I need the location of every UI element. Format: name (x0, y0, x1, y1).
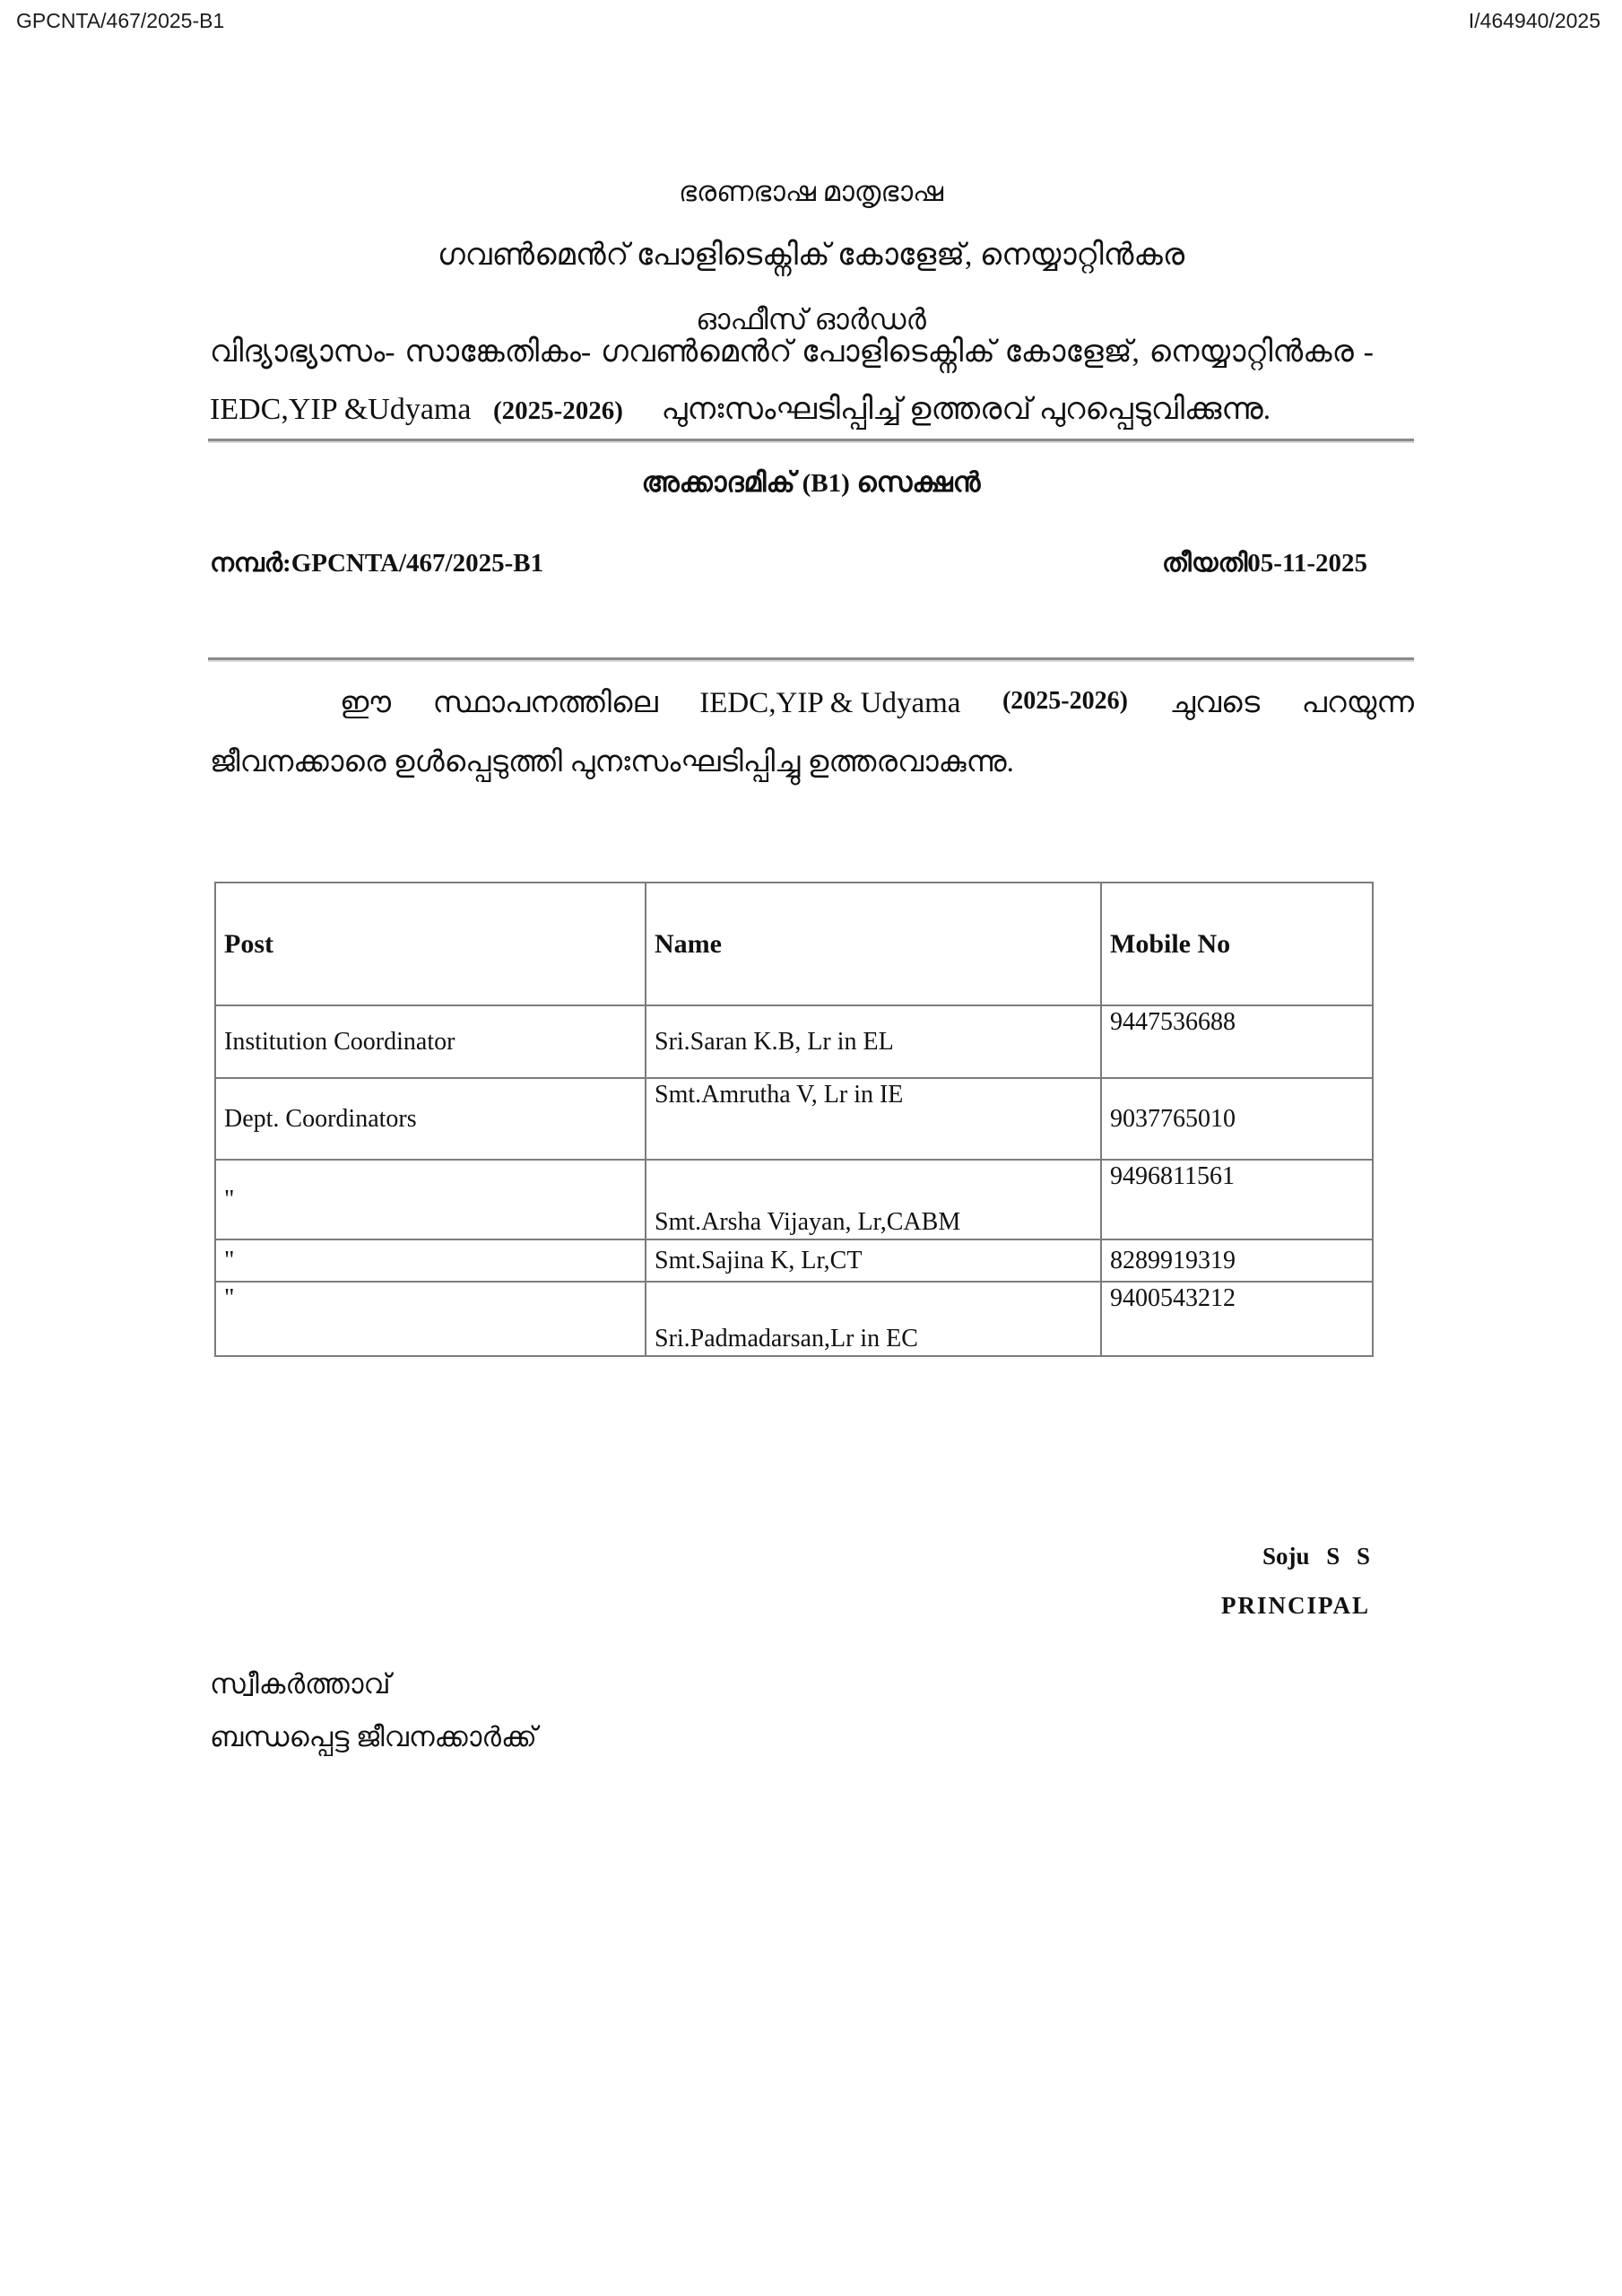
table-row (215, 1005, 1373, 1078)
order-number-value: GPCNTA/467/2025-B1 (291, 549, 544, 578)
column-header-mobile: Mobile No (1101, 883, 1373, 1005)
order-date-value: 05-11-2025 (1247, 549, 1367, 578)
mobile-cell: 8289919319 (1101, 1239, 1373, 1282)
post-cell: Institution Coordinator (215, 1005, 646, 1078)
subject-line-2 (210, 393, 1271, 427)
order-date (1162, 549, 1367, 578)
subject-word: കോളേജ്, (1004, 335, 1140, 369)
top-reference-bar (16, 9, 1600, 33)
academic-year-label: (2025-2026) (492, 396, 623, 425)
subject-line-1 (210, 335, 1414, 370)
order-number (210, 549, 543, 578)
file-ref-right: I/464940/2025 (1468, 9, 1600, 32)
subject-action-text: പുനഃസംഘടിപ്പിച്ച് ഉത്തരവ് പുറപ്പെടുവിക്കുന്നു. (661, 393, 1271, 426)
subject-word: നെയ്യാറ്റിൻകര (1149, 335, 1354, 369)
post-cell: " (215, 1282, 646, 1356)
body-word: സ്ഥാപനത്തിലെ (432, 687, 658, 719)
motto-line: ഭരണഭാഷ മാതൃഭാഷ (678, 176, 944, 207)
document-type-title: ഓഫീസ് ഓർഡർ (696, 303, 926, 335)
body-paragraph-line-2: ജീവനക്കാരെ ഉൾപ്പെടുത്തി പുനഃസംഘടിപ്പിച്ചു ഉത്തരവാകുന്നു. (210, 746, 1014, 778)
section-title-ml1: അക്കാദമിക് (641, 466, 795, 498)
signatory-designation: PRINCIPAL (1221, 1592, 1370, 1619)
mobile-cell: 9037765010 (1101, 1078, 1373, 1160)
subject-word: പോളിടെക്നിക് (802, 335, 995, 369)
mobile-cell: 9400543212 (1101, 1282, 1373, 1356)
subject-word: സാങ്കേതികം- (404, 335, 592, 369)
body-word: പറയുന്ന (1301, 687, 1414, 719)
table-row (215, 1282, 1373, 1356)
section-title-ml2: സെക്ഷൻ (856, 466, 981, 498)
coordinators-table (214, 882, 1374, 1357)
receiver-name: ബന്ധപ്പെട്ട ജീവനക്കാർക്ക് (210, 1721, 537, 1752)
post-cell: " (215, 1160, 646, 1239)
divider-rule-top (208, 439, 1414, 443)
name-cell: Sri.Saran K.B, Lr in EL (646, 1005, 1101, 1078)
receiver-heading: സ്വീകർത്താവ് (210, 1668, 391, 1700)
post-cell: " (215, 1239, 646, 1282)
program-name-label: IEDC,YIP &Udyama (210, 393, 472, 426)
name-cell: Sri.Padmadarsan,Lr in EC (646, 1282, 1101, 1356)
body-paragraph-line-1 (210, 687, 1414, 720)
file-ref-left: GPCNTA/467/2025-B1 (16, 9, 225, 32)
academic-year-label: (2025-2026) (1002, 687, 1128, 715)
table-row (215, 1239, 1373, 1282)
subject-trailing-dash: - (1363, 335, 1374, 369)
table-row (215, 1160, 1373, 1239)
name-cell: Smt.Amrutha V, Lr in IE (646, 1078, 1101, 1160)
order-date-label: തീയതി (1162, 549, 1248, 578)
receiver-block (210, 1668, 537, 1754)
signature-block (1221, 1543, 1370, 1620)
section-code: (B1) (802, 469, 850, 498)
name-cell: Smt.Sajina K, Lr,CT (646, 1239, 1101, 1282)
column-header-post: Post (215, 883, 646, 1005)
name-cell: Smt.Arsha Vijayan, Lr,CABM (646, 1160, 1101, 1239)
order-number-label: നമ്പർ: (210, 549, 291, 578)
column-header-name: Name (646, 883, 1101, 1005)
institution-name: ഗവൺമെൻറ് പോളിടെക്നിക് കോളേജ്, നെയ്യാറ്റിൻകര (437, 239, 1185, 272)
subject-word: ഗവൺമെൻറ് (600, 335, 793, 369)
divider-rule-bottom (208, 657, 1414, 662)
mobile-cell: 9447536688 (1101, 1005, 1373, 1078)
signatory-name: Soju S S (1262, 1543, 1370, 1570)
body-word: ചുവടെ (1169, 687, 1261, 719)
program-name-label: IEDC,YIP & Udyama (699, 687, 961, 719)
mobile-cell: 9496811561 (1101, 1160, 1373, 1239)
table-row (215, 1078, 1373, 1160)
number-date-row (210, 549, 1414, 578)
section-title (0, 466, 1622, 500)
table-header-row (215, 883, 1373, 1005)
post-cell: Dept. Coordinators (215, 1078, 646, 1160)
body-word: ഈ (340, 687, 392, 719)
subject-word: വിദ്യാഭ്യാസം- (210, 335, 395, 369)
